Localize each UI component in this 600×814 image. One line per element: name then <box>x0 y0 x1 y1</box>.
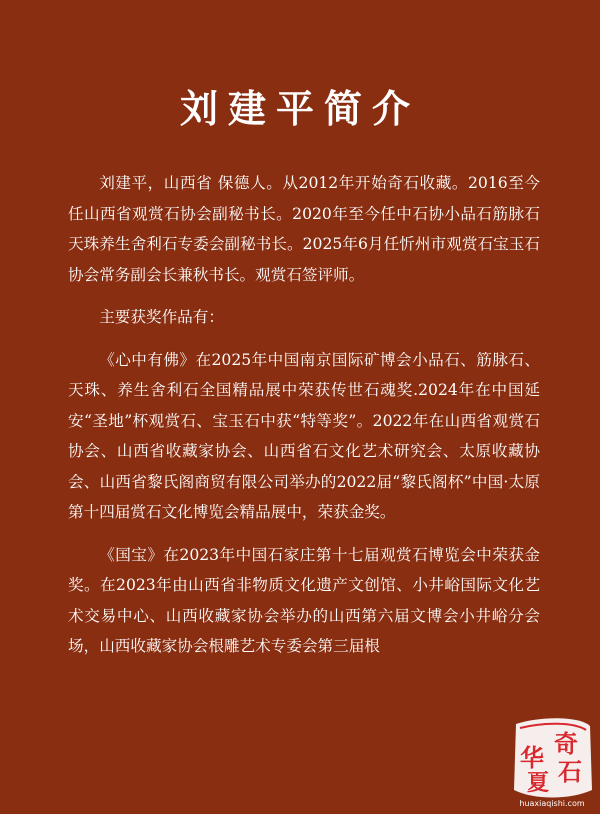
paragraph-award-2: 《国宝》在2023年中国石家庄第十七届观赏石博览会中荣获金奖。在2023年由山西省非物质文化遗产文创馆、小井峪国际文化艺术交易中心、山西收藏家协会举办的山西第六届文博会小井峪分会场，山西收藏家协会根雕艺术专委会第三届根 <box>68 545 540 655</box>
logo-char-shi: 石 <box>558 757 582 786</box>
logo-char-hua: 华 <box>520 743 544 772</box>
page-title: 刘建平简介 <box>179 86 420 131</box>
paragraph-intro: 刘建平，山西省 保德人。从2012年开始奇石收藏。2016至今任山西省观赏石协会副秘书长。2020年至今任中石协小品石筋脉石天珠养生舍利石专委会副秘书长。2025年6月任忻州市观赏石宝玉石协会常务副会长兼秋书长。观赏石签评师。 <box>68 174 540 284</box>
paragraph-award-1: 《心中有佛》在2025年中国南京国际矿博会小品石、筋脉石、天珠、养生舍利石全国精品展中荣获传世石魂奖.2024年在中国延安“圣地”杯观赏石、宝玉石中获“特等奖”。2022年在山西省观赏石协会、山西省收藏家协会、山西省石文化艺术研究会、太原收藏协会、山西省黎氏阁商贸有限公司举办的2022届“黎氏阁杯”中国·太原第十四届赏石文化博览会精品展中，荣获金奖。 <box>68 350 540 521</box>
site-logo-watermark <box>510 716 594 808</box>
logo-char-qi: 奇 <box>554 729 578 758</box>
logo-url: huaxiaqishi.com <box>519 799 585 808</box>
logo-char-xia: 夏 <box>526 770 550 796</box>
paragraph-awards-heading: 主要获奖作品有： <box>99 308 224 326</box>
logo-graphic <box>510 716 594 808</box>
article-body <box>68 168 540 674</box>
